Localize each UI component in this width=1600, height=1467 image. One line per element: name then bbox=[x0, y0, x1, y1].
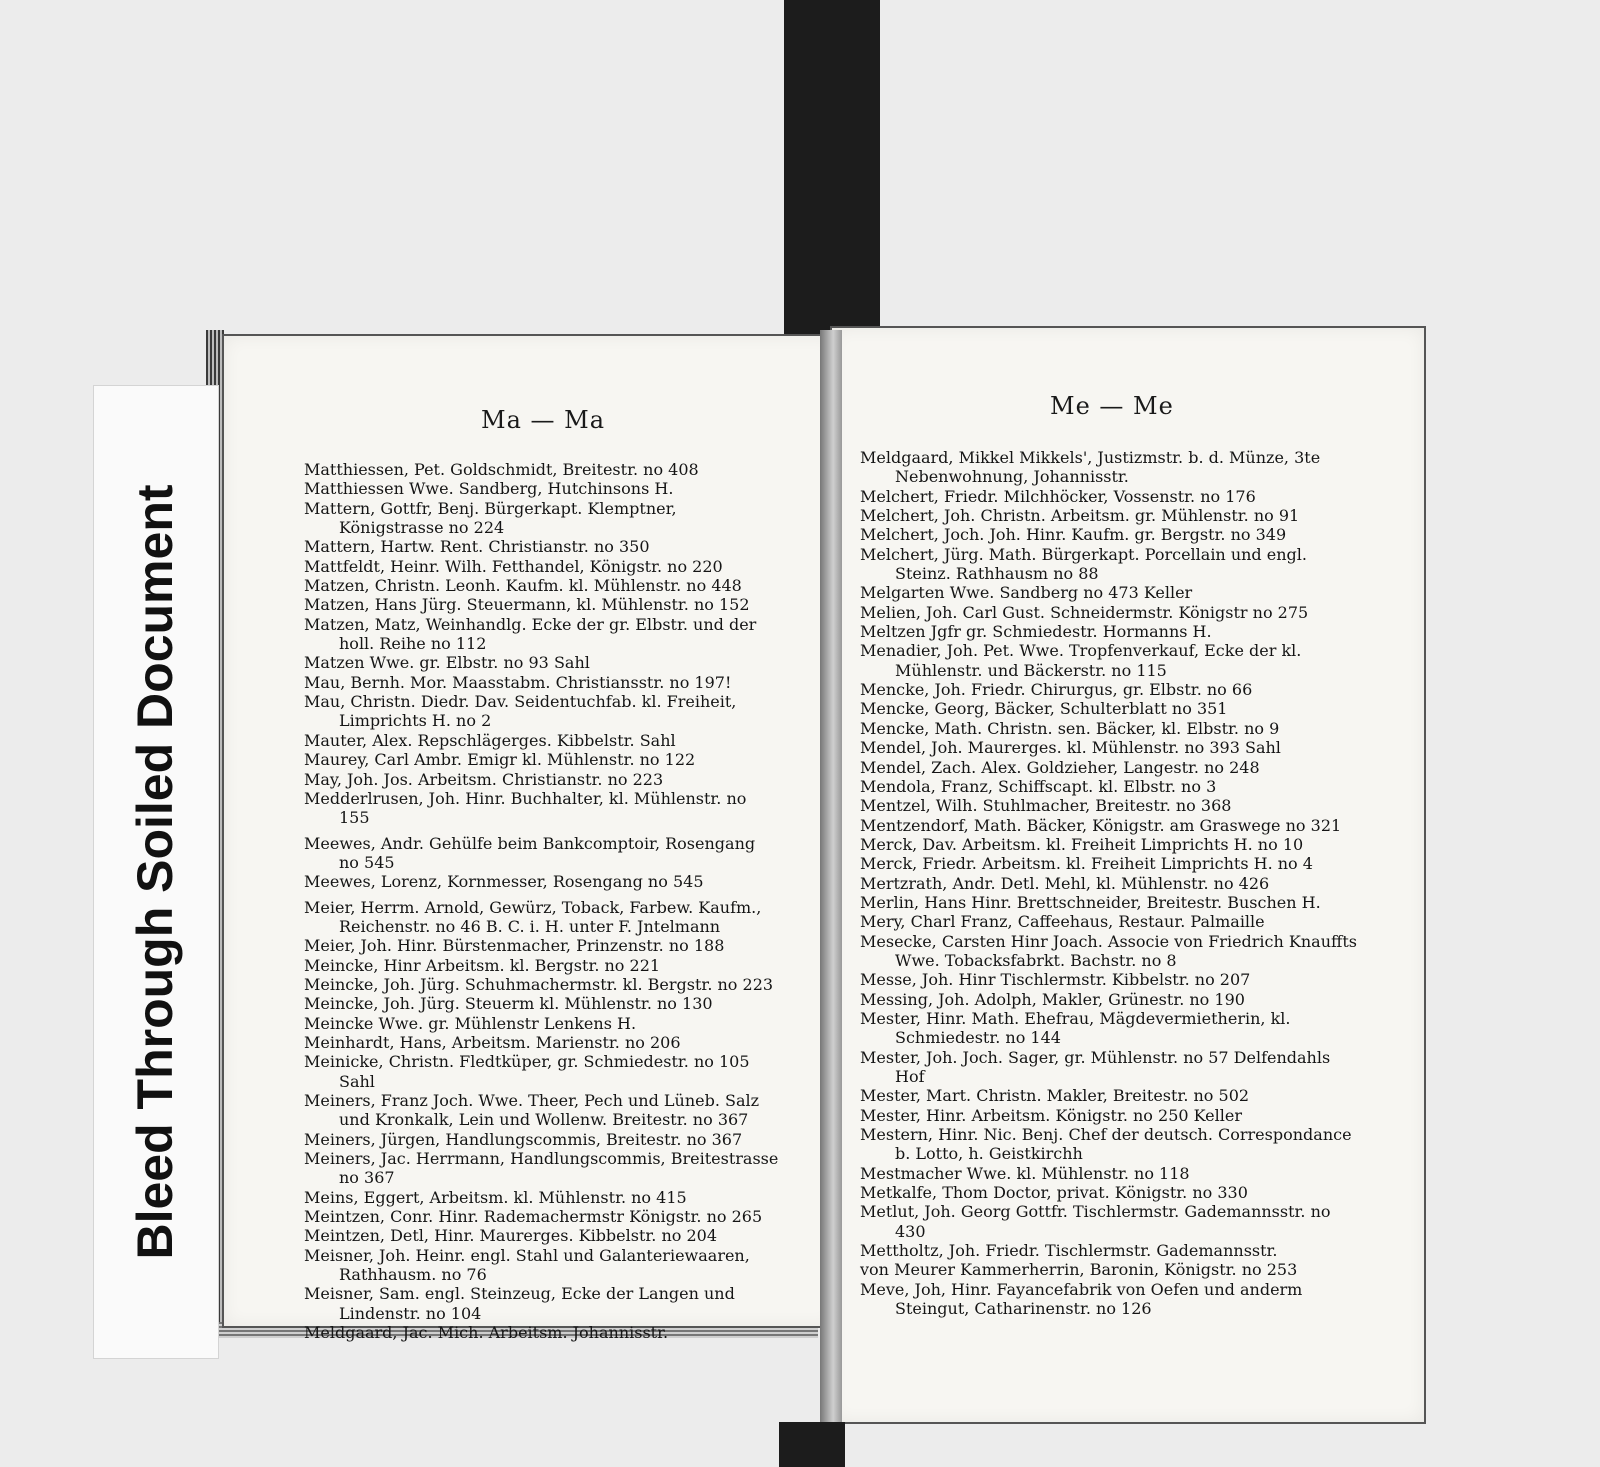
directory-entry: Meisner, Sam. engl. Steinzeug, Ecke der Langen und Lindenstr. no 104 bbox=[304, 1284, 735, 1323]
binding-strap-top bbox=[784, 0, 880, 338]
directory-entry: Meinhardt, Hans, Arbeitsm. Marienstr. no 206 bbox=[304, 1032, 681, 1052]
directory-entry: Meiners, Jac. Herrmann, Handlungscommis, Breitestrasse no 367 bbox=[304, 1149, 779, 1188]
directory-entry: Melchert, Friedr. Milchhöcker, Vossenstr. no 176 bbox=[860, 486, 1256, 506]
directory-entry: Mettholtz, Joh. Friedr. Tischlermstr. Gademannsstr. bbox=[860, 1241, 1278, 1261]
directory-entry: Mau, Bernh. Mor. Maasstabm. Christiansstr. no 197! bbox=[304, 672, 732, 692]
directory-entry: Merck, Friedr. Arbeitsm. kl. Freiheit Limprichts H. no 4 bbox=[860, 854, 1313, 874]
left-page-header: Ma — Ma bbox=[481, 406, 606, 434]
directory-entry: Mery, Charl Franz, Caffeehaus, Restaur. Palmaille bbox=[860, 912, 1265, 932]
left-page-entries bbox=[304, 460, 780, 1342]
directory-entry: Meincke, Joh. Jürg. Schuhmachermstr. kl. Bergstr. no 223 bbox=[304, 974, 774, 994]
directory-entry: Meltzen Jgfr gr. Schmiedestr. Hormanns H. bbox=[860, 622, 1212, 642]
directory-entry: Mentzel, Wilh. Stuhlmacher, Breitestr. no 368 bbox=[860, 796, 1232, 816]
directory-entry: Meintzen, Detl, Hinr. Maurerges. Kibbelstr. no 204 bbox=[304, 1226, 718, 1246]
directory-entry: Meiners, Franz Joch. Wwe. Theer, Pech und Lüneb. Salz und Kronkalk, Lein und Wollenw. Breitestr. no 367 bbox=[304, 1091, 760, 1130]
directory-entry: Melgarten Wwe. Sandberg no 473 Keller bbox=[860, 583, 1193, 603]
directory-entry: Matthiessen Wwe. Sandberg, Hutchinsons H. bbox=[304, 479, 674, 499]
directory-entry: Mencke, Georg, Bäcker, Schulterblatt no 351 bbox=[860, 699, 1228, 719]
left-page bbox=[222, 334, 838, 1343]
directory-entry: Mencke, Joh. Friedr. Chirurgus, gr. Elbstr. no 66 bbox=[860, 680, 1253, 700]
directory-entry: von Meurer Kammerherrin, Baronin, Königstr. no 253 bbox=[860, 1260, 1298, 1280]
directory-entry: Mendel, Joh. Maurerges. kl. Mühlenstr. no 393 Sahl bbox=[860, 738, 1281, 758]
right-page-entries bbox=[860, 448, 1360, 1318]
document-condition-label: Bleed Through Soiled Document bbox=[127, 484, 183, 1260]
directory-entry: Meldgaard, Jac. Mich. Arbeitsm. Johannisstr. bbox=[304, 1323, 669, 1343]
directory-entry: Meincke Wwe. gr. Mühlenstr Lenkens H. bbox=[304, 1013, 637, 1033]
directory-entry: Meewes, Lorenz, Kornmesser, Rosengang no 545 bbox=[304, 872, 704, 892]
directory-entry: Mestern, Hinr. Nic. Benj. Chef der deutsch. Correspondance b. Lotto, h. Geistkirchh bbox=[860, 1125, 1352, 1164]
directory-entry: Merlin, Hans Hinr. Brettschneider, Breitestr. Buschen H. bbox=[860, 892, 1321, 912]
directory-entry: Metkalfe, Thom Doctor, privat. Königstr. no 330 bbox=[860, 1183, 1248, 1203]
directory-entry: Mattfeldt, Heinr. Wilh. Fetthandel, Königstr. no 220 bbox=[304, 556, 723, 576]
directory-entry: Mesecke, Carsten Hinr Joach. Associe von Friedrich Knauffts Wwe. Tobacksfabrkt. Bachstr. no 8 bbox=[860, 931, 1357, 970]
directory-entry: Melien, Joh. Carl Gust. Schneidermstr. Königstr no 275 bbox=[860, 602, 1309, 622]
directory-entry: Meincke, Joh. Jürg. Steuerm kl. Mühlenstr. no 130 bbox=[304, 994, 713, 1014]
directory-entry: Messing, Joh. Adolph, Makler, Grünestr. no 190 bbox=[860, 989, 1245, 1009]
right-page bbox=[830, 326, 1426, 1424]
directory-entry: Mentzendorf, Math. Bäcker, Königstr. am Graswege no 321 bbox=[860, 815, 1342, 835]
directory-entry: Meewes, Andr. Gehülfe beim Bankcomptoir, Rosengang no 545 bbox=[304, 833, 756, 872]
directory-entry: Meldgaard, Mikkel Mikkels', Justizmstr. b. d. Münze, 3te Nebenwohnung, Johannisstr. bbox=[860, 448, 1321, 487]
directory-entry: Mattern, Hartw. Rent. Christianstr. no 350 bbox=[304, 537, 650, 557]
directory-entry: Meisner, Joh. Heinr. engl. Stahl und Galanteriewaaren, Rathhausm. no 76 bbox=[304, 1245, 750, 1285]
directory-entry: Mestmacher Wwe. kl. Mühlenstr. no 118 bbox=[860, 1163, 1190, 1183]
directory-entry: Maurey, Carl Ambr. Emigr kl. Mühlenstr. no 122 bbox=[304, 750, 696, 770]
binding-strap-bottom bbox=[779, 1422, 845, 1467]
directory-entry: Matthiessen, Pet. Goldschmidt, Breitestr. no 408 bbox=[304, 460, 699, 479]
directory-entry: Mertzrath, Andr. Detl. Mehl, kl. Mühlenstr. no 426 bbox=[860, 873, 1270, 893]
directory-entry: Melchert, Joh. Christn. Arbeitsm. gr. Mühlenstr. no 91 bbox=[860, 506, 1300, 526]
directory-entry: Matzen, Hans Jürg. Steuermann, kl. Mühlenstr. no 152 bbox=[304, 595, 750, 615]
directory-entry: Meiners, Jürgen, Handlungscommis, Breitestr. no 367 bbox=[304, 1129, 743, 1149]
directory-entry: Mattern, Gottfr, Benj. Bürgerkapt. Klemptner, Königstrasse no 224 bbox=[304, 498, 677, 538]
directory-entry: Metlut, Joh. Georg Gottfr. Tischlermstr. Gademannsstr. no 430 bbox=[860, 1202, 1331, 1241]
book-gutter bbox=[820, 330, 842, 1422]
right-page-header: Me — Me bbox=[1050, 392, 1174, 420]
directory-entry: Mencke, Math. Christn. sen. Bäcker, kl. Elbstr. no 9 bbox=[860, 718, 1280, 738]
directory-entry: Mendel, Zach. Alex. Goldzieher, Langestr. no 248 bbox=[860, 757, 1260, 777]
directory-entry: May, Joh. Jos. Arbeitsm. Christianstr. no 223 bbox=[304, 769, 664, 789]
directory-entry: Merck, Dav. Arbeitsm. kl. Freiheit Limprichts H. no 10 bbox=[860, 834, 1304, 854]
directory-entry: Mester, Joh. Joch. Sager, gr. Mühlenstr. no 57 Delfendahls Hof bbox=[860, 1047, 1331, 1086]
directory-entry: Melchert, Jürg. Math. Bürgerkapt. Porcellain und engl. Steinz. Rathhausm no 88 bbox=[860, 544, 1307, 584]
directory-entry: Melchert, Joch. Joh. Hinr. Kaufm. gr. Bergstr. no 349 bbox=[860, 525, 1287, 545]
directory-entry: Meincke, Hinr Arbeitsm. kl. Bergstr. no 221 bbox=[304, 955, 661, 975]
directory-entry: Meier, Joh. Hinr. Bürstenmacher, Prinzenstr. no 188 bbox=[304, 936, 725, 956]
directory-entry: Mester, Mart. Christn. Makler, Breitestr. no 502 bbox=[860, 1086, 1250, 1106]
directory-entry: Matzen, Matz, Weinhandlg. Ecke der gr. Elbstr. und der holl. Reihe no 112 bbox=[304, 614, 757, 654]
directory-entry: Mau, Christn. Diedr. Dav. Seidentuchfab. kl. Freiheit, Limprichts H. no 2 bbox=[304, 692, 737, 731]
directory-entry: Meinicke, Christn. Fledtküper, gr. Schmiedestr. no 105 Sahl bbox=[304, 1052, 750, 1091]
directory-entry: Messe, Joh. Hinr Tischlermstr. Kibbelstr. no 207 bbox=[860, 970, 1251, 990]
directory-entry: Meins, Eggert, Arbeitsm. kl. Mühlenstr. no 415 bbox=[304, 1187, 687, 1207]
directory-entry: Mester, Hinr. Arbeitsm. Königstr. no 250 Keller bbox=[860, 1105, 1242, 1125]
directory-entry: Mester, Hinr. Math. Ehefrau, Mägdevermietherin, kl. Schmiedestr. no 144 bbox=[860, 1008, 1291, 1048]
directory-entry: Mendola, Franz, Schiffscapt. kl. Elbstr. no 3 bbox=[860, 776, 1217, 796]
directory-entry: Medderlrusen, Joh. Hinr. Buchhalter, kl. Mühlenstr. no 155 bbox=[304, 788, 747, 828]
directory-entry: Mauter, Alex. Repschlägerges. Kibbelstr. Sahl bbox=[304, 730, 676, 750]
directory-entry: Menadier, Joh. Pet. Wwe. Tropfenverkauf, Ecke der kl. Mühlenstr. und Bäckerstr. no 115 bbox=[860, 641, 1302, 680]
directory-entry: Matzen, Christn. Leonh. Kaufm. kl. Mühlenstr. no 448 bbox=[304, 576, 742, 596]
directory-entry: Matzen Wwe. gr. Elbstr. no 93 Sahl bbox=[304, 653, 590, 673]
directory-entry: Meier, Herrm. Arnold, Gewürz, Toback, Farbew. Kaufm., Reichenstr. no 46 B. C. i. H. unter F. Jntelmann bbox=[304, 897, 762, 936]
directory-entry: Meintzen, Conr. Hinr. Rademachermstr Königstr. no 265 bbox=[304, 1207, 763, 1227]
directory-entry: Meve, Joh, Hinr. Fayancefabrik von Oefen und anderm Steingut, Catharinenstr. no 126 bbox=[860, 1279, 1303, 1319]
